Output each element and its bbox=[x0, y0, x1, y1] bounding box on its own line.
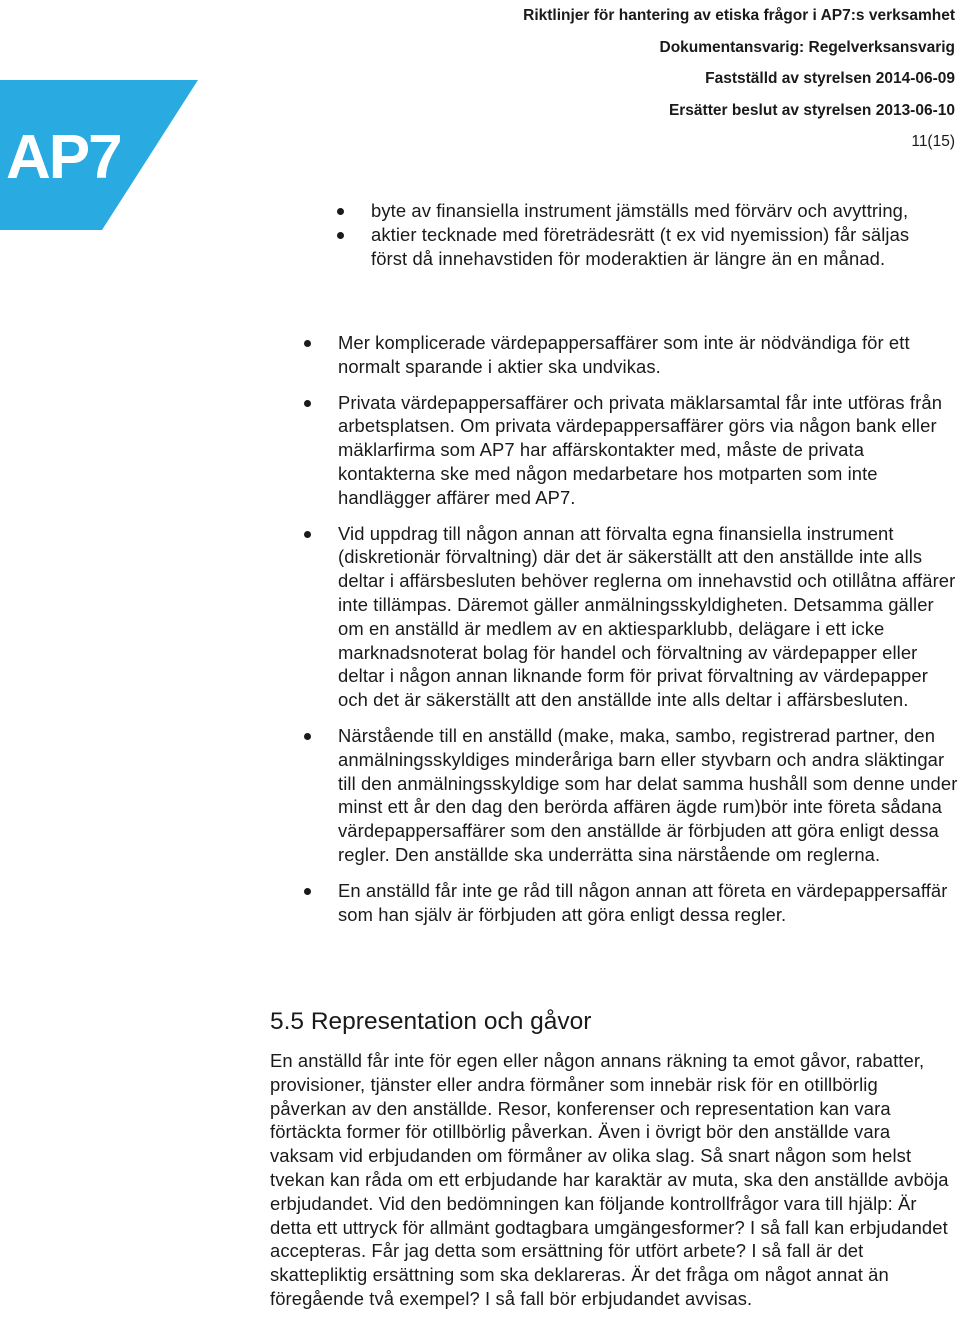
section-heading: 5.5 Representation och gåvor bbox=[270, 1008, 592, 1035]
list-item bbox=[371, 223, 931, 271]
page-number: 11(15) bbox=[911, 133, 955, 150]
document-approved: Fastställd av styrelsen 2014-06-09 bbox=[705, 70, 955, 87]
document-title: Riktlinjer för hantering av etiska frågor i AP7:s verksamhet bbox=[523, 7, 955, 24]
bullet-icon bbox=[304, 888, 311, 895]
ap7-logo bbox=[0, 80, 200, 230]
document-responsible: Dokumentansvarig: Regelverksansvarig bbox=[659, 38, 955, 56]
list-item bbox=[338, 391, 958, 510]
section-body: En anställd får inte för egen eller någon annans räkning ta emot gåvor, rabatter, provisioner, tjänster eller andra förmåner som innebär risk för en otillbörlig påverkan av den anställde. Resor, konferenser och representation kan vara förtäckta former för otillbörlig påverkan. Även i övrigt bör den anställde vara vaksam vid erbjudanden om förmåner av olika slag. Så snart någon som helst tvekan kan råda om ett erbjudande har karaktär av muta, ska den anställde avböja erbjudandet. Vid den bedömningen kan följande kontrollfrågor vara till hjälp: Är detta ett uttryck för allmänt godtagbara umgängesformer? I så fall kan erbjudandet accepteras. Får jag detta som ersättning för utfört arbete? I så fall är det skattepliktig ersättning som ska deklareras. Är det fråga om något annat än föregående två exempel? I så fall bör erbjudandet avvisas. bbox=[270, 1050, 949, 1309]
list-item bbox=[338, 724, 958, 867]
bullet-icon bbox=[304, 531, 311, 538]
document-replaces: Ersätter beslut av styrelsen 2013-06-10 bbox=[668, 101, 955, 119]
list-item bbox=[338, 522, 958, 712]
list-item-text: Mer komplicerade värdepappersaffärer som inte är nödvändiga för ett normalt sparande i aktier ska undvikas. bbox=[338, 332, 910, 377]
bullet-icon bbox=[337, 208, 344, 215]
bullet-icon bbox=[337, 232, 344, 239]
list-item-text: aktier tecknade med företrädesrätt (t ex vid nyemission) får säljas först då innehavstiden för moderaktien är längre än en månad. bbox=[371, 223, 910, 269]
sub-bullet-list bbox=[371, 199, 931, 270]
main-bullet-list bbox=[338, 331, 958, 938]
list-item-text: byte av finansiella instrument jämställs med förvärv och avyttring, bbox=[371, 200, 909, 221]
list-item bbox=[371, 199, 931, 223]
list-item-text: En anställd får inte ge råd till någon annan att företa en värdepappersaffär som han själv är förbjuden att göra enligt dessa regler. bbox=[338, 879, 948, 925]
bullet-icon bbox=[304, 400, 311, 407]
document-header bbox=[523, 0, 955, 126]
list-item bbox=[338, 331, 958, 379]
list-item-text: Närstående till en anställd (make, maka, sambo, registrerad partner, den anmälningsskyldiges minderåriga barn eller styvbarn och andra släktingar till den anmälningsskyldige som har delat samma hushåll som denne under minst ett år den dag den berörda affären ägde rum)bör inte företa sådana värdepappersaffärer som den anställde är förbjuden att göra enligt dessa regler. Den anställde ska underrätta sina närstående om reglerna. bbox=[338, 724, 958, 865]
list-item-text: Vid uppdrag till någon annan att förvalta egna finansiella instrument (diskretionär förvaltning) där det är säkerställt att den anställde inte alls deltar i affärsbesluten behöver reglerna om innehavstid och otillåtna affärer inte tillämpas. Däremot gäller anmälningsskyldigheten. Detsamma gäller om en anställd är medlem av en aktiesparklubb, delägare i ett icke marknadsnoterat bolag för handel och förvaltning av värdepapper eller deltar i någon annan liknande form för privat förvaltning av värdepapper och det är säkerställt att den anställde inte alls deltar i affärsbesluten. bbox=[338, 522, 956, 711]
svg-text:AP7: AP7 bbox=[6, 123, 121, 192]
list-item bbox=[338, 879, 958, 927]
list-item-text: Privata värdepappersaffärer och privata mäklarsamtal får inte utföras från arbetsplatsen. Om privata värdepappersaffärer görs via någon bank eller mäklarfirma som AP7 har affärskontakter med, måste de privata kontakterna ske med någon medarbetare hos motparten som inte handlägger affärer med AP7. bbox=[338, 391, 943, 508]
bullet-icon bbox=[304, 340, 311, 347]
bullet-icon bbox=[304, 733, 311, 740]
